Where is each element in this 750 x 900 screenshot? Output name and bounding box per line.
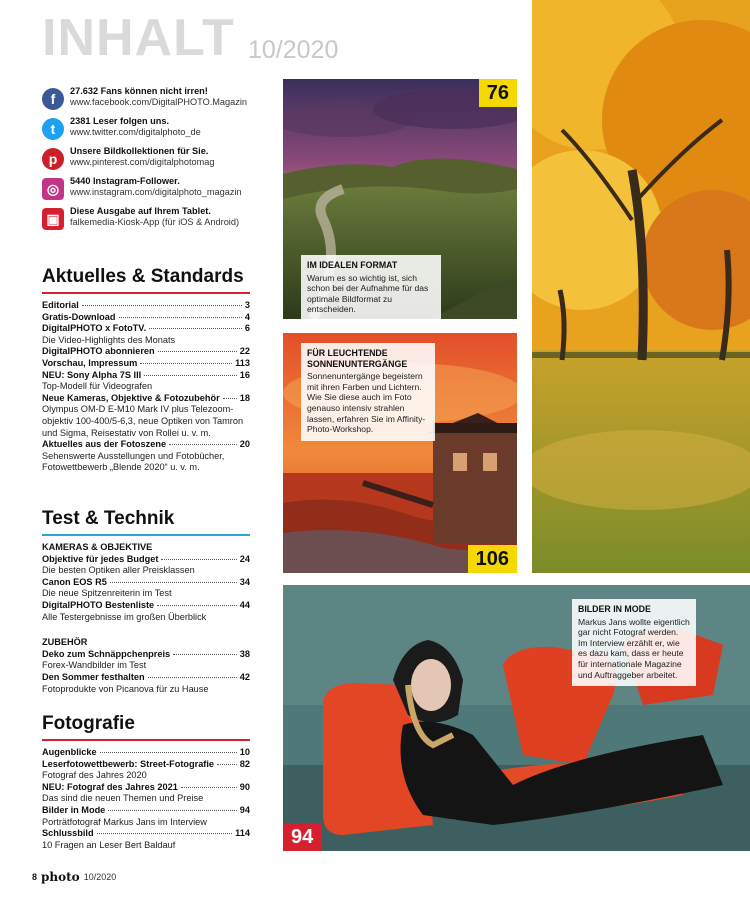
- badge-page: 94: [291, 826, 314, 848]
- social-links: [42, 86, 282, 236]
- toc-leader-dots: [119, 317, 242, 318]
- toc-entry[interactable]: [42, 649, 250, 661]
- page-header: [42, 9, 339, 67]
- toc-list: [42, 747, 250, 851]
- page-badge: [283, 823, 321, 851]
- social-url[interactable]: www.twitter.com/digitalphoto_de: [70, 127, 201, 137]
- social-headline: Diese Ausgabe auf Ihrem Tablet.: [70, 206, 211, 216]
- toc-page-number: 6: [244, 323, 250, 334]
- toc-entry[interactable]: [42, 600, 250, 612]
- toc-leader-dots: [100, 752, 237, 753]
- section-title: Test & Technik: [42, 508, 250, 536]
- toc-leader-dots: [140, 363, 232, 364]
- toc-entry[interactable]: [42, 672, 250, 684]
- social-url[interactable]: falkemedia-Kiosk-App (für iOS & Android): [70, 217, 240, 227]
- toc-page-number: 34: [239, 576, 250, 587]
- toc-entry-description: Porträtfotograf Markus Jans im Interview: [42, 816, 207, 827]
- toc-leader-dots: [169, 444, 237, 445]
- toc-entry-title: NEU: Sony Alpha 7S III: [42, 369, 142, 380]
- toc-page-number: 38: [239, 648, 250, 659]
- autumn-park-photo: [532, 0, 750, 573]
- social-headline: 27.632 Fans können nicht irren!: [70, 86, 208, 96]
- toc-page-number: 22: [239, 346, 250, 357]
- toc-leader-dots: [148, 677, 237, 678]
- toc-page-number: 82: [239, 758, 250, 769]
- toc-leader-dots: [161, 559, 236, 560]
- section-title: Aktuelles & Standards: [42, 266, 250, 294]
- toc-leader-dots: [82, 305, 242, 306]
- page-number: 8: [32, 872, 38, 882]
- social-text: [70, 116, 201, 138]
- toc-entry[interactable]: [42, 577, 250, 589]
- toc-entry-description: Die neue Spitzenreiterin im Test: [42, 588, 172, 599]
- caption-title: BILDER IN MODE: [578, 604, 651, 614]
- article-tile-mode[interactable]: [283, 585, 750, 851]
- social-headline: 2381 Leser folgen uns.: [70, 116, 170, 126]
- toc-entry-description: Fotoprodukte von Picanova für zu Hause: [42, 683, 209, 694]
- toc-entry-title: Aktuelles aus der Fotoszene: [42, 439, 167, 450]
- toc-entry-title: Neue Kameras, Objektive & Fotozubehör: [42, 392, 220, 403]
- caption-text: Sonnenuntergänge begeistern mit ihren Farben und Lichtern. Wie Sie diese auch im Foto genauso intensiv strahlen lassen, erfahren Sie im Affinity-Photo-Workshop.: [307, 371, 426, 435]
- toc-page-number: 44: [239, 599, 250, 610]
- toc-entry-title: Schlussbild: [42, 828, 94, 839]
- footer-issue: 10/2020: [83, 872, 117, 882]
- social-link[interactable]: [42, 116, 282, 146]
- caption-title: IM IDEALEN FORMAT: [307, 260, 398, 270]
- toc-page-number: 94: [239, 804, 250, 815]
- toc-entry[interactable]: [42, 312, 250, 324]
- toc-page-number: 113: [235, 357, 250, 368]
- toc-entry-title: Canon EOS R5: [42, 576, 107, 587]
- toc-entry-title: Bilder in Mode: [42, 804, 106, 815]
- toc-entry[interactable]: [42, 370, 250, 382]
- toc-entry-title: Leserfotowettbewerb: Street-Fotografie: [42, 758, 215, 769]
- social-link[interactable]: [42, 146, 282, 176]
- toc-entry-title: Gratis-Download: [42, 311, 116, 322]
- section-fotografie: [42, 713, 250, 851]
- toc-entry[interactable]: [42, 300, 250, 312]
- toc-leader-dots: [173, 654, 237, 655]
- social-url[interactable]: www.facebook.com/DigitalPHOTO.Magazin: [70, 97, 248, 107]
- toc-page-number: 3: [244, 300, 250, 310]
- toc-entry-title: Deko zum Schnäppchenpreis: [42, 648, 171, 659]
- social-text: [70, 176, 242, 198]
- toc-entry[interactable]: [42, 828, 250, 840]
- toc-entry-description: Die Video-Highlights des Monats: [42, 334, 176, 345]
- toc-list: [42, 300, 250, 474]
- toc-page-number: 18: [239, 392, 250, 403]
- toc-entry-title: Augenblicke: [42, 747, 97, 757]
- toc-entry-description: Olympus OM-D E-M10 Mark IV plus Telezoom-objektiv 100-400/5-6,3, neue Optiken von Tamron und Sigma, Reisestativ von Rollei u. v. m.: [42, 404, 244, 438]
- toc-entry-title: NEU: Fotograf des Jahres 2021: [42, 781, 178, 792]
- facebook-icon: f: [42, 88, 64, 110]
- toc-leader-dots: [110, 582, 237, 583]
- toc-entry-title: Den Sommer festhalten: [42, 671, 145, 682]
- toc-list: [42, 554, 250, 624]
- social-url[interactable]: www.instagram.com/digitalphoto_magazin: [70, 187, 242, 197]
- social-text: [70, 146, 215, 168]
- toc-entry[interactable]: [42, 358, 250, 370]
- toc-page-number: 20: [239, 439, 250, 450]
- badge-page: 76: [486, 82, 509, 104]
- caption-title: FÜR LEUCHTENDE SONNENUNTERGÄNGE: [307, 348, 408, 369]
- toc-leader-dots: [223, 398, 237, 399]
- badge-page: 106: [475, 548, 509, 570]
- toc-entry-description: 10 Fragen an Leser Bert Baldauf: [42, 839, 176, 850]
- toc-entry-title: Editorial: [42, 300, 79, 310]
- section-test: [42, 508, 250, 695]
- toc-leader-dots: [97, 833, 233, 834]
- toc-page-number: 24: [239, 553, 250, 564]
- toc-entry-title: DigitalPHOTO x FotoTV.: [42, 323, 147, 334]
- twitter-icon: t: [42, 118, 64, 140]
- social-text: [70, 206, 239, 228]
- toc-entry-description: Sehenswerte Ausstellungen und Fotobücher, Fotowettbewerb „Blende 2020“ u. v. m.: [42, 450, 225, 473]
- page-title: INHALT: [42, 9, 235, 67]
- autumn-trees-image: [532, 0, 750, 573]
- toc-entry-description: Forex-Wandbilder im Test: [42, 660, 147, 671]
- social-link[interactable]: [42, 206, 282, 236]
- social-headline: 5440 Instagram-Follower.: [70, 176, 180, 186]
- pinterest-icon: p: [42, 148, 64, 170]
- brand-logo: photo: [41, 870, 80, 884]
- page-badge: [468, 545, 517, 573]
- toc-page-number: 4: [244, 311, 250, 322]
- social-text: [70, 86, 247, 108]
- social-headline: Unsere Bildkollektionen für Sie.: [70, 146, 209, 156]
- toc-entry[interactable]: [42, 439, 250, 451]
- toc-entry[interactable]: [42, 554, 250, 566]
- toc-entry-title: Vorschau, Impressum: [42, 357, 138, 368]
- toc-page-number: 90: [239, 781, 250, 792]
- toc-entry-description: Fotograf des Jahres 2020: [42, 770, 147, 781]
- toc-entry-description: Top-Modell für Videografen: [42, 381, 153, 392]
- caption-text: Warum es so wichtig ist, sich schon bei der Aufnahme für das optimale Bildformat zu entscheiden.: [307, 272, 429, 315]
- toc-entry[interactable]: [42, 747, 250, 759]
- toc-page-number: 114: [235, 828, 250, 839]
- article-tile-format[interactable]: [283, 79, 517, 319]
- toc-leader-dots: [181, 787, 237, 788]
- instagram-icon: ◎: [42, 178, 64, 200]
- toc-entry-title: DigitalPHOTO Bestenliste: [42, 599, 155, 610]
- social-url[interactable]: www.pinterest.com/digitalphotomag: [70, 157, 215, 167]
- toc-leader-dots: [217, 764, 237, 765]
- issue-number: 10/2020: [248, 36, 339, 64]
- toc-entry-description: Die besten Optiken aller Preisklassen: [42, 565, 195, 576]
- toc-entry-description: Das sind die neuen Themen und Preise: [42, 793, 204, 804]
- toc-leader-dots: [149, 328, 242, 329]
- toc-entry-description: Alle Testergebnisse im großen Überblick: [42, 611, 207, 622]
- toc-entry[interactable]: [42, 393, 250, 405]
- toc-entry-title: Objektive für jedes Budget: [42, 553, 159, 564]
- toc-leader-dots: [144, 375, 237, 376]
- toc-entry[interactable]: [42, 782, 250, 794]
- toc-leader-dots: [108, 810, 236, 811]
- tile-caption: [572, 599, 696, 686]
- article-tile-sunset[interactable]: [283, 333, 517, 573]
- tablet-icon: ▣: [42, 208, 64, 230]
- toc-entry-title: DigitalPHOTO abonnieren: [42, 346, 155, 357]
- toc-entry[interactable]: [42, 346, 250, 358]
- toc-entry[interactable]: [42, 323, 250, 335]
- tile-caption: [301, 255, 441, 319]
- page-footer: [32, 870, 116, 884]
- section-title: Fotografie: [42, 713, 250, 741]
- subsection-heading: ZUBEHÖR: [42, 637, 88, 648]
- toc-page-number: 42: [239, 671, 250, 682]
- social-link[interactable]: [42, 176, 282, 206]
- toc-leader-dots: [158, 351, 237, 352]
- toc-entry[interactable]: [42, 805, 250, 817]
- toc-page-number: 10: [239, 747, 250, 757]
- social-link[interactable]: [42, 86, 282, 116]
- toc-leader-dots: [157, 605, 237, 606]
- caption-text: Markus Jans wollte eigentlich gar nicht Fotograf werden. Im Interview erzählt er, wie es dazu kam, dass er heute für internationale Magazine und Auftraggeber arbeitet.: [578, 616, 690, 680]
- page-badge: [479, 79, 517, 107]
- tile-caption: [301, 343, 435, 441]
- subsection-heading: KAMERAS & OBJEKTIVE: [42, 542, 153, 552]
- toc-entry[interactable]: [42, 759, 250, 771]
- toc-page-number: 16: [239, 369, 250, 380]
- toc-list: [42, 649, 250, 695]
- section-aktuelles: [42, 266, 250, 474]
